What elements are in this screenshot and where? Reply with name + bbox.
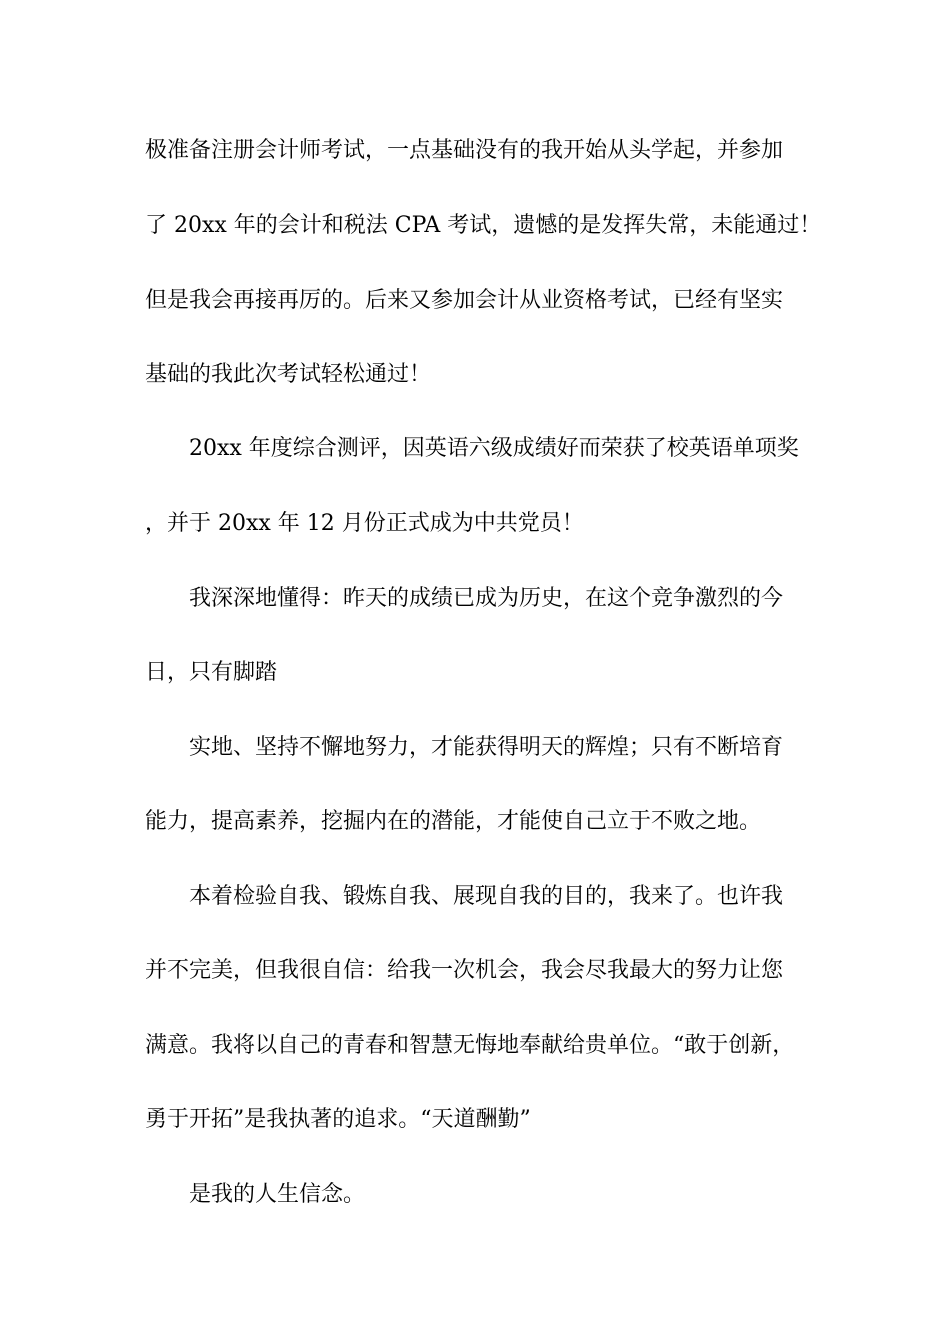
text-line-6: ，并于 20xx 年 12 月份正式成为中共党员！	[145, 511, 584, 536]
text-line-7: 我深深地懂得：昨天的成绩已成为历史，在这个竞争激烈的今	[189, 586, 784, 611]
text-line-14: 勇于开拓”是我执著的追求。“天道酬勤”	[145, 1107, 531, 1132]
text-line-5: 20xx 年度综合测评，因英语六级成绩好而荣获了校英语单项奖	[189, 436, 799, 461]
text-line-2: 了 20xx 年的会计和税法 CPA 考试，遗憾的是发挥失常，未能通过！	[145, 213, 822, 238]
text-line-10: 能力，提高素养，挖掘内在的潜能，才能使自己立于不败之地。	[145, 809, 762, 834]
text-line-11: 本着检验自我、锻炼自我、展现自我的目的，我来了。也许我	[189, 884, 784, 909]
text-line-12: 并不完美，但我很自信：给我一次机会，我会尽我最大的努力让您	[145, 958, 784, 983]
text-line-9: 实地、坚持不懈地努力，才能获得明天的辉煌；只有不断培育	[189, 735, 784, 760]
text-line-15: 是我的人生信念。	[189, 1182, 366, 1207]
text-line-4: 基础的我此次考试轻松通过！	[145, 362, 432, 387]
text-line-13: 满意。我将以自己的青春和智慧无悔地奉献给贵单位。“敢于创新，	[145, 1033, 795, 1058]
text-line-3: 但是我会再接再厉的。后来又参加会计从业资格考试，已经有坚实	[145, 288, 784, 313]
text-line-8: 日，只有脚踏	[145, 660, 278, 685]
text-line-1: 极准备注册会计师考试，一点基础没有的我开始从头学起，并参加	[145, 138, 784, 163]
